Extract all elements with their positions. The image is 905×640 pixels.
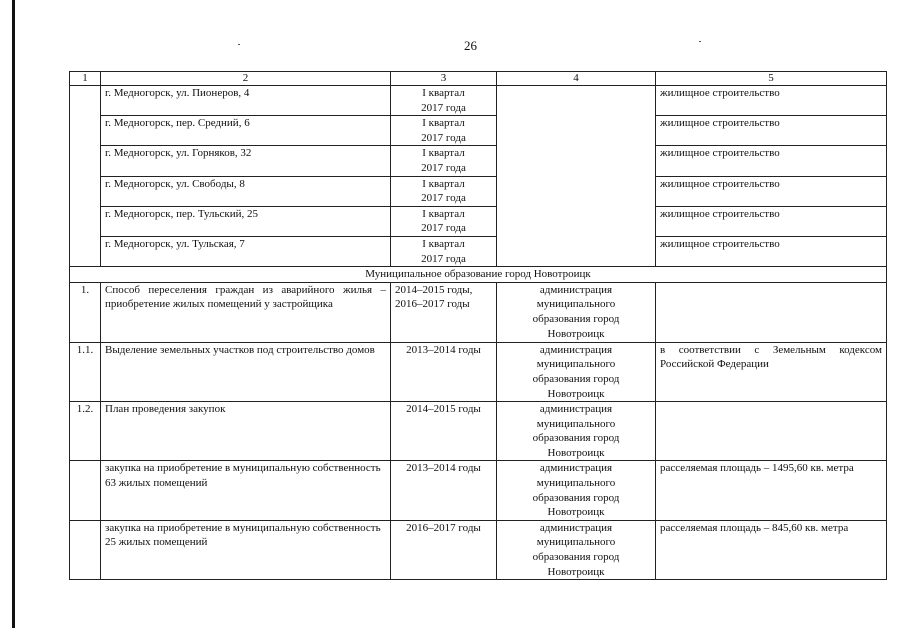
measure-cell: План проведения закупок [101, 402, 391, 461]
header-cell: 3 [391, 72, 497, 86]
note-cell: в соответствии с Земельным кодексом Российской Федерации [656, 342, 887, 401]
measure-cell: Способ переселения граждан из аварийного жилья – приобретение жилых помещений у застройщика [101, 282, 391, 342]
measure-cell: закупка на приобретение в муниципальную собственность 63 жилых помещений [101, 461, 391, 520]
executor-cell [497, 86, 656, 267]
period-cell: I квартал 2017 года [391, 86, 497, 116]
table-row [70, 236, 887, 266]
note-cell: жилищное строительство [656, 116, 887, 146]
executor-cell: администрация муниципального образования город Новотроицк [497, 282, 656, 342]
row-number-cell: 1. [70, 282, 101, 342]
table-header-row [70, 72, 887, 86]
header-cell: 1 [70, 72, 101, 86]
address-cell: г. Медногорск, пер. Тульский, 25 [101, 206, 391, 236]
period-cell: 2016–2017 годы [391, 520, 497, 579]
header-cell: 2 [101, 72, 391, 86]
table-row [70, 402, 887, 461]
period-cell: I квартал 2017 года [391, 176, 497, 206]
row-number-cell [70, 461, 101, 520]
table-row [70, 461, 887, 520]
note-cell: расселяемая площадь – 1495,60 кв. метра [656, 461, 887, 520]
header-cell: 5 [656, 72, 887, 86]
table-row [70, 206, 887, 236]
period-cell: 2014–2015 годы [391, 402, 497, 461]
page-number: 26 [464, 38, 477, 53]
period-cell: 2013–2014 годы [391, 342, 497, 401]
note-cell [656, 282, 887, 342]
table-row [70, 520, 887, 579]
note-cell [656, 402, 887, 461]
section-heading-row [70, 267, 887, 283]
address-cell: г. Медногорск, ул. Горняков, 32 [101, 146, 391, 176]
address-cell: г. Медногорск, ул. Свободы, 8 [101, 176, 391, 206]
table-row [70, 86, 887, 116]
note-cell: жилищное строительство [656, 236, 887, 266]
period-cell: I квартал 2017 года [391, 146, 497, 176]
executor-cell: администрация муниципального образования город Новотроицк [497, 402, 656, 461]
measure-cell: закупка на приобретение в муниципальную собственность 25 жилых помещений [101, 520, 391, 579]
table-row [70, 116, 887, 146]
note-cell: жилищное строительство [656, 86, 887, 116]
period-cell: 2014–2015 годы, 2016–2017 годы [391, 282, 497, 342]
period-cell: I квартал 2017 года [391, 116, 497, 146]
plan-table [69, 71, 887, 580]
table-row [70, 176, 887, 206]
row-number-cell: 1.2. [70, 402, 101, 461]
row-number-cell [70, 520, 101, 579]
note-cell: жилищное строительство [656, 146, 887, 176]
executor-cell: администрация муниципального образования город Новотроицк [497, 342, 656, 401]
note-cell: жилищное строительство [656, 206, 887, 236]
period-cell: 2013–2014 годы [391, 461, 497, 520]
row-number-cell [70, 86, 101, 267]
executor-cell: администрация муниципального образования город Новотроицк [497, 461, 656, 520]
measure-cell: Выделение земельных участков под строительство домов [101, 342, 391, 401]
period-cell: I квартал 2017 года [391, 206, 497, 236]
table-row [70, 282, 887, 342]
address-cell: г. Медногорск, ул. Пионеров, 4 [101, 86, 391, 116]
note-cell: расселяемая площадь – 845,60 кв. метра [656, 520, 887, 579]
table-row [70, 342, 887, 401]
note-cell: жилищное строительство [656, 176, 887, 206]
executor-cell: администрация муниципального образования город Новотроицк [497, 520, 656, 579]
address-cell: г. Медногорск, пер. Средний, 6 [101, 116, 391, 146]
header-cell: 4 [497, 72, 656, 86]
row-number-cell: 1.1. [70, 342, 101, 401]
period-cell: I квартал 2017 года [391, 236, 497, 266]
binding-margin-line [12, 0, 15, 628]
table-row [70, 146, 887, 176]
section-title: Муниципальное образование город Новотроицк [70, 267, 887, 283]
address-cell: г. Медногорск, ул. Тульская, 7 [101, 236, 391, 266]
